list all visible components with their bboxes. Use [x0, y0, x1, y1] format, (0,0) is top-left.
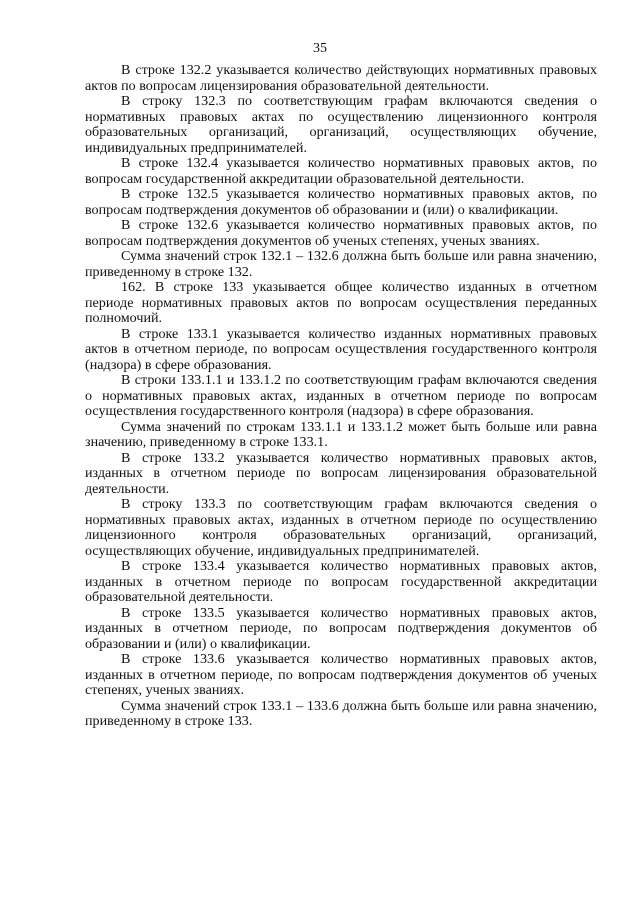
paragraph: В строке 133.5 указывается количество нормативных правовых актов, изданных в отчетном периоде, по вопросам подтверждения документов об образовании и (или) о квалификации. — [85, 604, 597, 652]
paragraph: Сумма значений по строкам 133.1.1 и 133.1.2 может быть больше или равна значению, приведенному в строке 133.1. — [85, 418, 597, 450]
paragraph: 162. В строке 133 указывается общее количество изданных в отчетном периоде нормативных правовых актов по вопросам осуществления переданных полномочий. — [85, 279, 597, 326]
document-body — [85, 63, 597, 730]
paragraph: В строку 132.3 по соответствующим графам включаются сведения о нормативных правовых актах по осуществлению лицензионного контроля образовательных организаций, организаций, осуществляющих обучение, индивидуальных предпринимателей. — [85, 93, 597, 156]
paragraph: В строке 132.4 указывается количество нормативных правовых актов, по вопросам государственной аккредитации образовательной деятельности. — [85, 155, 597, 187]
paragraph: В строке 133.1 указывается количество изданных нормативных правовых актов в отчетном периоде, по вопросам осуществления государственного контроля (надзора) в сфере образования. — [85, 325, 597, 373]
paragraph: В строку 133.3 по соответствующим графам включаются сведения о нормативных правовых актах, изданных в отчетном периоде по осуществлению лицензионного контроля образовательных организаций, организаций, осуществляющих обучение, индивидуальных предпринимателей. — [85, 496, 597, 559]
paragraph: В строке 132.5 указывается количество нормативных правовых актов, по вопросам подтверждения документов об образовании и (или) о квалификации. — [85, 186, 597, 218]
paragraph: Сумма значений строк 132.1 – 132.6 должна быть больше или равна значению, приведенному в строке 132. — [85, 248, 597, 280]
paragraph: В строке 133.2 указывается количество нормативных правовых актов, изданных в отчетном периоде по вопросам лицензирования образовательной деятельности. — [85, 449, 597, 497]
paragraph: В строке 132.2 указывается количество действующих нормативных правовых актов по вопросам лицензирования образовательной деятельности. — [85, 62, 597, 94]
paragraph: В строки 133.1.1 и 133.1.2 по соответствующим графам включаются сведения о нормативных правовых актах, изданных в отчетном периоде по вопросам осуществления государственного контроля (надзора) в сфере образования. — [85, 372, 597, 419]
paragraph: В строке 132.6 указывается количество нормативных правовых актов, по вопросам подтверждения документов об ученых степенях, ученых званиях. — [85, 217, 597, 249]
paragraph: Сумма значений строк 133.1 – 133.6 должна быть больше или равна значению, приведенному в строке 133. — [85, 697, 597, 729]
page-number: 35 — [313, 41, 327, 56]
paragraph: В строке 133.4 указывается количество нормативных правовых актов, изданных в отчетном периоде по вопросам государственной аккредитации образовательной деятельности. — [85, 558, 597, 605]
paragraph: В строке 133.6 указывается количество нормативных правовых актов, изданных в отчетном периоде, по вопросам подтверждения документов об ученых степенях, ученых званиях. — [85, 651, 597, 698]
